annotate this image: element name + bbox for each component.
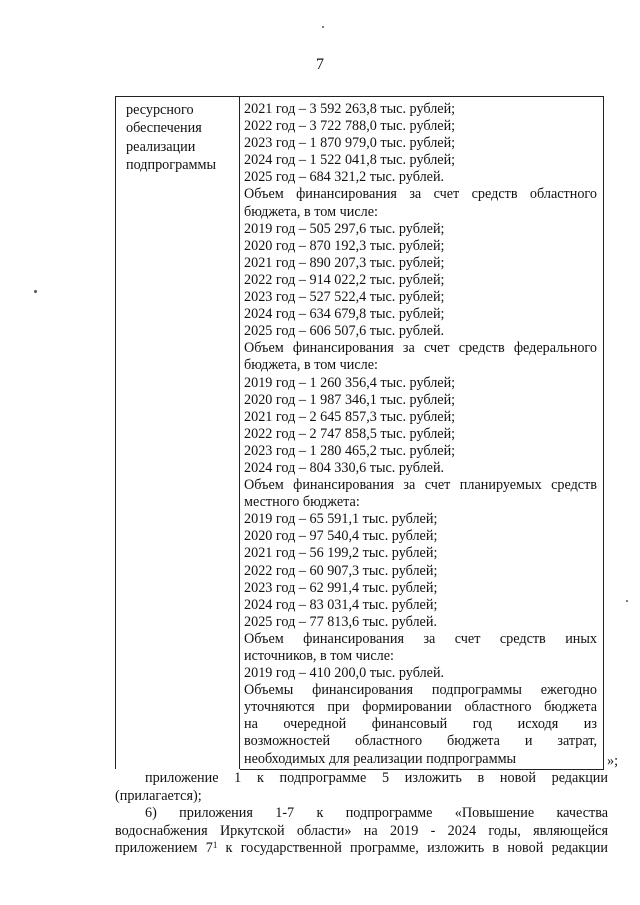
scan-speck [322, 26, 324, 28]
left-cell-text [116, 97, 239, 174]
financing-line: 2025 год – 77 813,6 тыс. рублей. [244, 613, 437, 630]
financing-line: Объем финансирования за счет планируемых средств [244, 477, 597, 494]
financing-line: 2022 год – 60 907,3 тыс. рублей; [244, 562, 438, 579]
financing-line: 2022 год – 3 722 788,0 тыс. рублей; [244, 118, 456, 135]
financing-line: 2019 год – 505 297,6 тыс. рублей; [244, 220, 445, 237]
financing-line: 2023 год – 1 280 465,2 тыс. рублей; [244, 442, 456, 459]
financing-line: Объем финансирования за счет средств областного [244, 186, 597, 203]
financing-line: 2020 год – 870 192,3 тыс. рублей; [244, 237, 445, 254]
financing-line: Объем финансирования за счет средств федерального [244, 340, 597, 357]
financing-line: 2021 год – 56 199,2 тыс. рублей; [244, 545, 438, 562]
financing-line: 2021 год – 2 645 857,3 тыс. рублей; [244, 408, 456, 425]
paragraph-line: 6) приложения 1-7 к подпрограмме «Повышение качества [145, 805, 608, 822]
financing-line: 2020 год – 97 540,4 тыс. рублей; [244, 528, 438, 545]
left-cell-line: ресурсного [126, 102, 194, 118]
following-text [115, 770, 608, 858]
financing-line: 2019 год – 65 591,1 тыс. рублей; [244, 511, 438, 528]
paragraph-line: (прилагается); [115, 787, 202, 804]
left-cell-line: подпрограммы [126, 156, 216, 173]
financing-line: 2021 год – 890 207,3 тыс. рублей; [244, 254, 445, 271]
table-left-cell [116, 97, 240, 769]
scan-speck [34, 290, 37, 293]
superscript: 1 [212, 840, 218, 851]
financing-line: 2022 год – 2 747 858,5 тыс. рублей; [244, 425, 456, 442]
financing-line: возможностей областного бюджета и затрат, [244, 733, 597, 750]
financing-line: 2019 год – 1 260 356,4 тыс. рублей; [244, 374, 456, 391]
right-cell-text [240, 97, 603, 768]
paragraph-line: водоснабжения Иркутской области» на 2019 - 2024 годы, являющейся [115, 822, 608, 839]
page-number: 7 [316, 56, 324, 73]
financing-line: 2022 год – 914 022,2 тыс. рублей; [244, 271, 445, 288]
paragraph-fragment: к государственной программе, изложить в новой редакции [217, 840, 608, 857]
financing-line: 2019 год – 410 200,0 тыс. рублей. [244, 665, 445, 682]
financing-line: 2023 год – 527 522,4 тыс. рублей; [244, 289, 445, 306]
financing-line: бюджета, в том числе: [244, 203, 378, 220]
financing-line: 2020 год – 1 987 346,1 тыс. рублей; [244, 391, 456, 408]
paragraph-fragment: приложением 7 [115, 840, 213, 857]
resource-table [115, 96, 604, 769]
financing-line: 2024 год – 634 679,8 тыс. рублей; [244, 306, 445, 323]
financing-line: Объем финансирования за счет средств иных [244, 630, 597, 647]
scan-speck [626, 600, 628, 602]
financing-line: 2025 год – 684 321,2 тыс. рублей. [244, 169, 445, 186]
financing-line: 2024 год – 804 330,6 тыс. рублей. [244, 459, 445, 476]
left-cell-line: реализации [126, 138, 196, 155]
table-right-cell [240, 97, 604, 770]
closing-quote-mark: »; [607, 753, 619, 769]
financing-line: местного бюджета: [244, 494, 360, 511]
financing-line: на очередной финансовый год исходя из [244, 716, 597, 733]
financing-line: 2021 год – 3 592 263,8 тыс. рублей; [244, 101, 456, 117]
financing-line: источников, в том числе: [244, 648, 394, 664]
financing-line: 2023 год – 1 870 979,0 тыс. рублей; [244, 135, 456, 152]
financing-line: Объемы финансирования подпрограммы ежегодно [244, 682, 597, 699]
financing-line: 2024 год – 1 522 041,8 тыс. рублей; [244, 152, 456, 169]
financing-line: 2025 год – 606 507,6 тыс. рублей. [244, 323, 445, 340]
financing-line: необходимых для реализации подпрограммы [244, 750, 517, 767]
financing-line: уточняются при формировании областного бюджета [244, 699, 597, 716]
financing-line: 2023 год – 62 991,4 тыс. рублей; [244, 579, 438, 596]
paragraph-line: приложение 1 к подпрограмме 5 изложить в новой редакции [145, 770, 608, 786]
financing-line: 2024 год – 83 031,4 тыс. рублей; [244, 596, 438, 613]
paragraph-line [115, 840, 608, 858]
financing-line: бюджета, в том числе: [244, 357, 378, 374]
left-cell-line: обеспечения [126, 120, 202, 137]
